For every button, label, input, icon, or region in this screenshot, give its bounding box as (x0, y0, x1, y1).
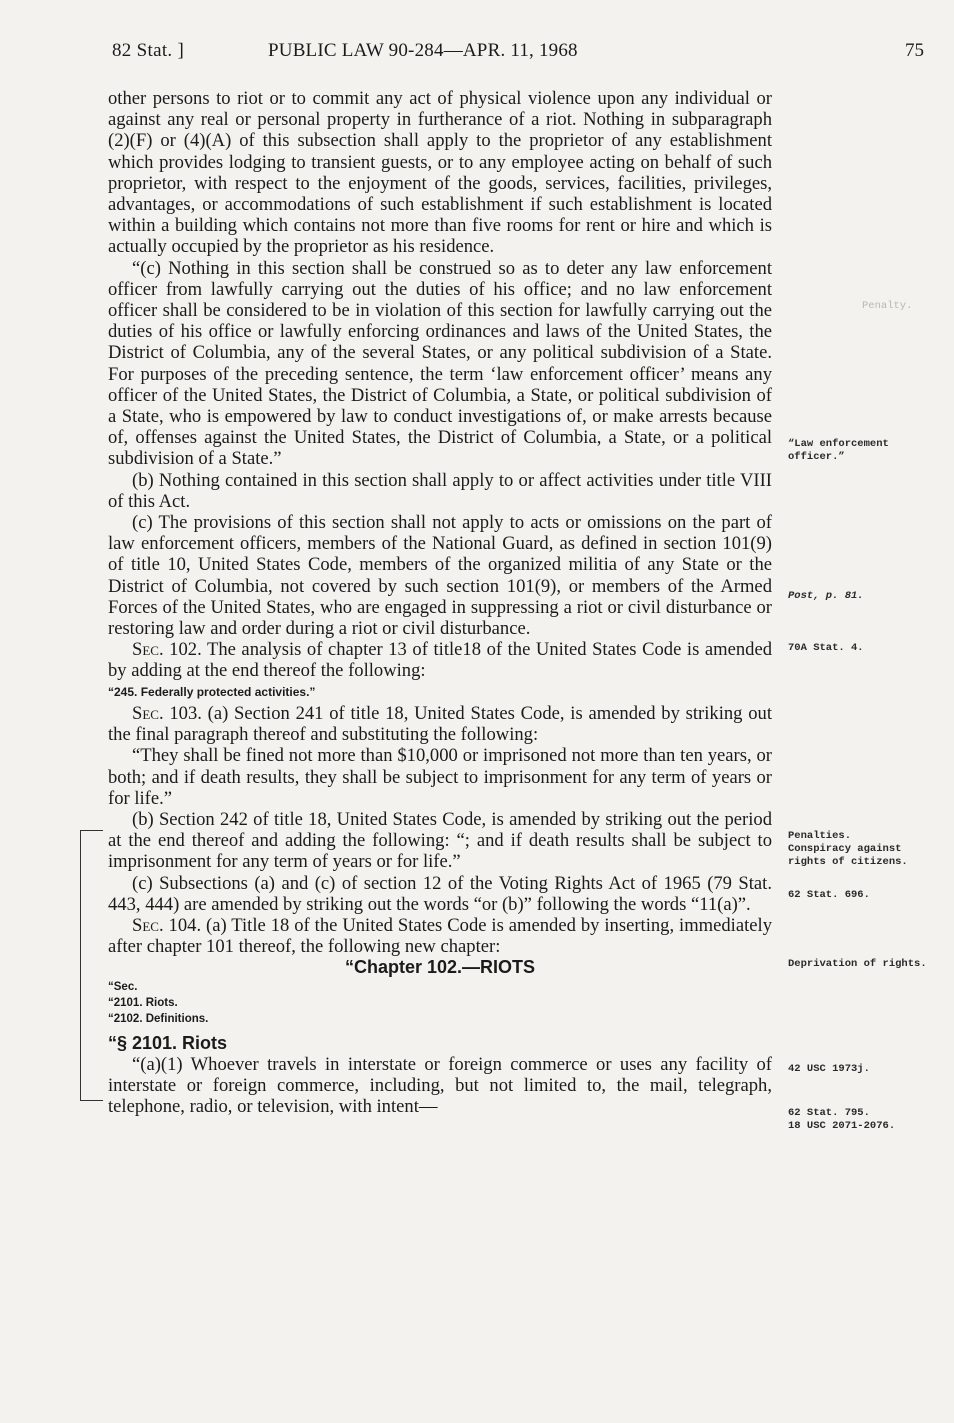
toc-entry: “2102. Definitions. (108, 1012, 209, 1025)
paragraph (108, 915, 772, 957)
margin-note-conspiracy: Conspiracy against rights of citizens. (788, 843, 908, 868)
margin-bracket-mark (80, 960, 103, 1101)
paragraph: (c) The provisions of this section shall not apply to acts or omissions on the part of law enforcement officers, members of the National Guard, as defined in section 101(9) of title 10, United States Code, members of the organized militia of any State or the District of Columbia, not covered by such section 101(9), or members of the Armed Forces of the United States, who are engaged in suppressing a riot or civil disturbance or restoring law and order during a riot or civil disturbance. (108, 512, 772, 640)
margin-note-62-stat-795: 62 Stat. 795. (788, 1107, 870, 1119)
section-245-entry: “245. Federally protected activities.” (108, 684, 316, 699)
chapter-heading: “Chapter 102.—RIOTS (344, 957, 536, 978)
paragraph: “(c) Nothing in this section shall be construed so as to deter any law enforcement officer from lawfully carrying out the duties of his office; and no law enforcement officer shall be considered to be in violation of this section for lawfully carrying out the duties of his office or lawfully enforcing ordinances and laws of the United States, the District of Columbia, any of the several States, or any political subdivision of a State. For purposes of the preceding sentence, the term ‘law enforcement officer’ means any officer of the United States, the District of Columbia, a State, or political subdivision of a State, who is empowered by law to conduct investigations of, or make arrests because of, offenses against the United States, the District of Columbia, a State, or a political subdivision of a State.” (108, 257, 772, 470)
page-number: 75 (905, 40, 924, 61)
bleed-through-note: Penalty. (862, 300, 913, 312)
margin-note-18-usc: 18 USC 2071-2076. (788, 1120, 896, 1132)
section-2101-heading: “§ 2101. Riots (108, 1032, 228, 1053)
margin-note-deprivation: Deprivation of rights. (788, 958, 927, 970)
section-label: Sec. (132, 639, 164, 661)
section-label: Sec. (132, 914, 164, 936)
paragraph: (b) Nothing contained in this section shall apply to or affect activities under title VIII of this Act. (108, 469, 772, 512)
margin-note-post: Post, p. 81. (788, 590, 864, 602)
section-label: Sec. (132, 702, 164, 724)
margin-note-62-stat-696: 62 Stat. 696. (788, 889, 870, 901)
paragraph: (c) Subsections (a) and (c) of section 12 of the Voting Rights Act of 1965 (79 Stat. 443, 444) are amended by striking out the words “or (b)” following the words “11(a)”. (108, 872, 772, 915)
section-text: 102. The analysis of chapter 13 of title18 of the United States Code is amended by adding at the end thereof the following: (108, 639, 772, 682)
margin-note-penalties: Penalties. (788, 830, 852, 842)
paragraph: other persons to riot or to commit any act of physical violence upon any individual or against any real or personal property in furtherance of a riot. Nothing in subparagraph (2)(F) or (4)(A) of this subsection shall apply to the proprietor of any establishment which provides lodging to transient guests, or to any employee acting on behalf of such proprietor, with respect to the enjoyment of the goods, services, facilities, privileges, advantages, or accommodations of such establishment if such establishment is located within a building which contains not more than five rooms for rent or hire and which is actually occupied by the proprietor as his residence. (108, 88, 772, 258)
margin-note-law-enforcement-officer: “Law enforcement officer.” (788, 438, 889, 463)
paragraph: (b) Section 242 of title 18, United States Code, is amended by striking out the period at the end thereof and adding the following: “; and if death results shall be subject to imprisonment for any term of years or for life.” (108, 808, 772, 873)
margin-note-42-usc: 42 USC 1973j. (788, 1063, 870, 1075)
toc-sec-label: “Sec. (108, 980, 138, 993)
paragraph (108, 703, 772, 745)
paragraph (108, 639, 772, 681)
section-text: 103. (a) Section 241 of title 18, United States Code, is amended by striking out the final paragraph thereof and substituting the following: (108, 702, 772, 746)
margin-bracket-mark (80, 830, 103, 961)
section-text: 104. (a) Title 18 of the United States Code is amended by inserting, immediately after chapter 101 thereof, the following new chapter: (108, 914, 772, 958)
volume-reference: 82 Stat. ] (112, 40, 185, 61)
chapter-table-of-contents (108, 979, 772, 1027)
toc-entry: “2101. Riots. (108, 996, 178, 1009)
page-header (112, 40, 924, 68)
margin-note-70a-stat: 70A Stat. 4. (788, 642, 864, 654)
paragraph: “(a)(1) Whoever travels in interstate or foreign commerce or uses any facility of interstate or foreign commerce, including, but not limited to, the mail, telegraph, telephone, radio, or television, with intent— (108, 1053, 772, 1118)
public-law-title: PUBLIC LAW 90-284—APR. 11, 1968 (268, 40, 578, 61)
body-text (108, 88, 772, 1117)
paragraph: “They shall be fined not more than $10,000 or imprisoned not more than ten years, or both; and if death results, they shall be subject to imprisonment for any term of years or for life.” (108, 745, 772, 809)
